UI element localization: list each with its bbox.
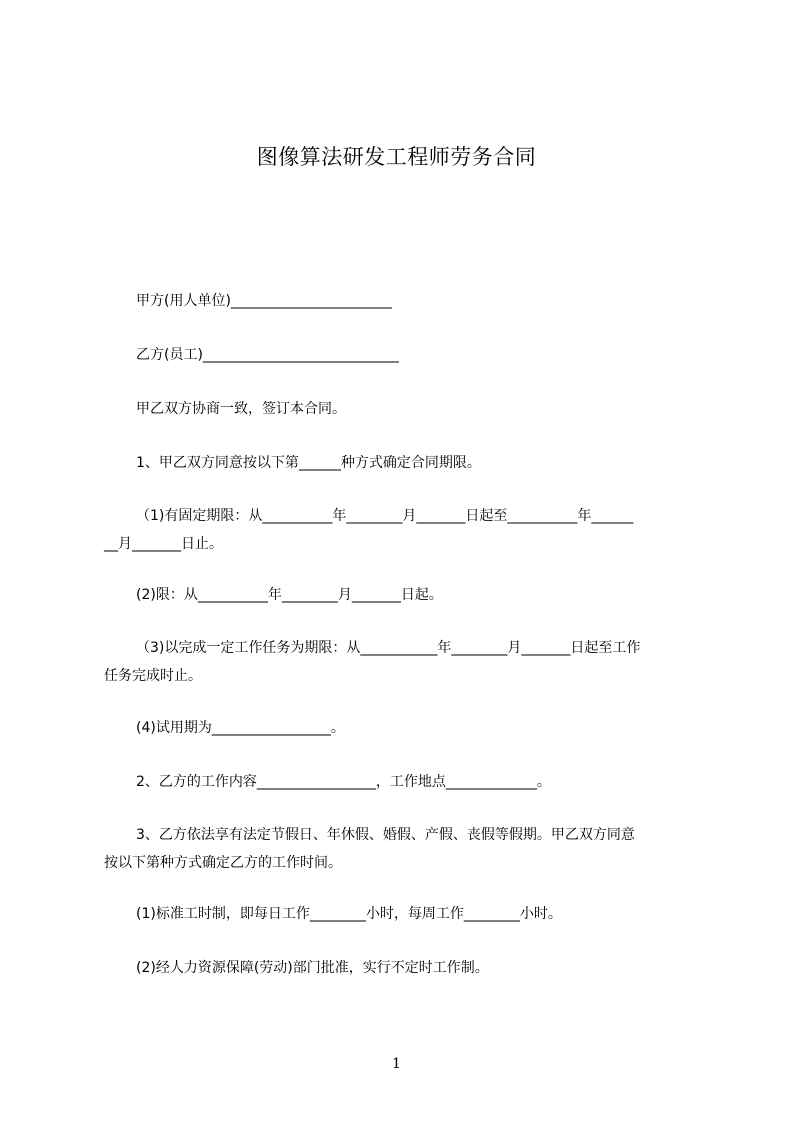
clause-2-work-content: 2、乙方的工作内容_________________，工作地点_____________。 xyxy=(136,774,551,790)
clause-3-option-2: (2)经人力资源保障(劳动)部门批准，实行不定时工作制。 xyxy=(136,960,489,976)
clause-1-option-1 xyxy=(104,502,710,558)
party-a-line: 甲方(用人单位)_______________________ xyxy=(136,293,392,309)
document-title: 图像算法研发工程师劳务合同 xyxy=(256,145,537,169)
clause-1-option-1-line-1: （1)有固定期限：从__________年________月_______日起至__________年______ xyxy=(136,508,634,524)
clause-1-option-2: (2)限：从__________年________月_______日起。 xyxy=(136,587,443,603)
clause-1-term-method: 1、甲乙双方同意按以下第______种方式确定合同期限。 xyxy=(136,455,481,471)
clause-3-leave-and-hours xyxy=(104,821,710,877)
page-number: 1 xyxy=(392,1056,401,1072)
clause-1-option-3-line-2: 任务完成时止。 xyxy=(104,668,202,684)
clause-3-option-1: (1)标准工时制，即每日工作________小时，每周工作________小时。 xyxy=(136,906,562,922)
party-b-line: 乙方(员工)____________________________ xyxy=(136,347,399,363)
clause-1-option-1-line-2: __月_______日止。 xyxy=(104,536,223,552)
clause-3-line-1: 3、乙方依法享有法定节假日、年休假、婚假、产假、丧假等假期。甲乙双方同意 xyxy=(136,827,635,843)
clause-3-line-2: 按以下第种方式确定乙方的工作时间。 xyxy=(104,855,342,871)
clause-1-option-3-line-1: （3)以完成一定工作任务为期限：从___________年________月_______日起至工作 xyxy=(136,640,641,656)
agreement-statement: 甲乙双方协商一致，签订本合同。 xyxy=(136,401,346,417)
clause-1-option-3 xyxy=(104,634,710,690)
clause-1-probation: (4)试用期为_________________。 xyxy=(136,720,345,736)
